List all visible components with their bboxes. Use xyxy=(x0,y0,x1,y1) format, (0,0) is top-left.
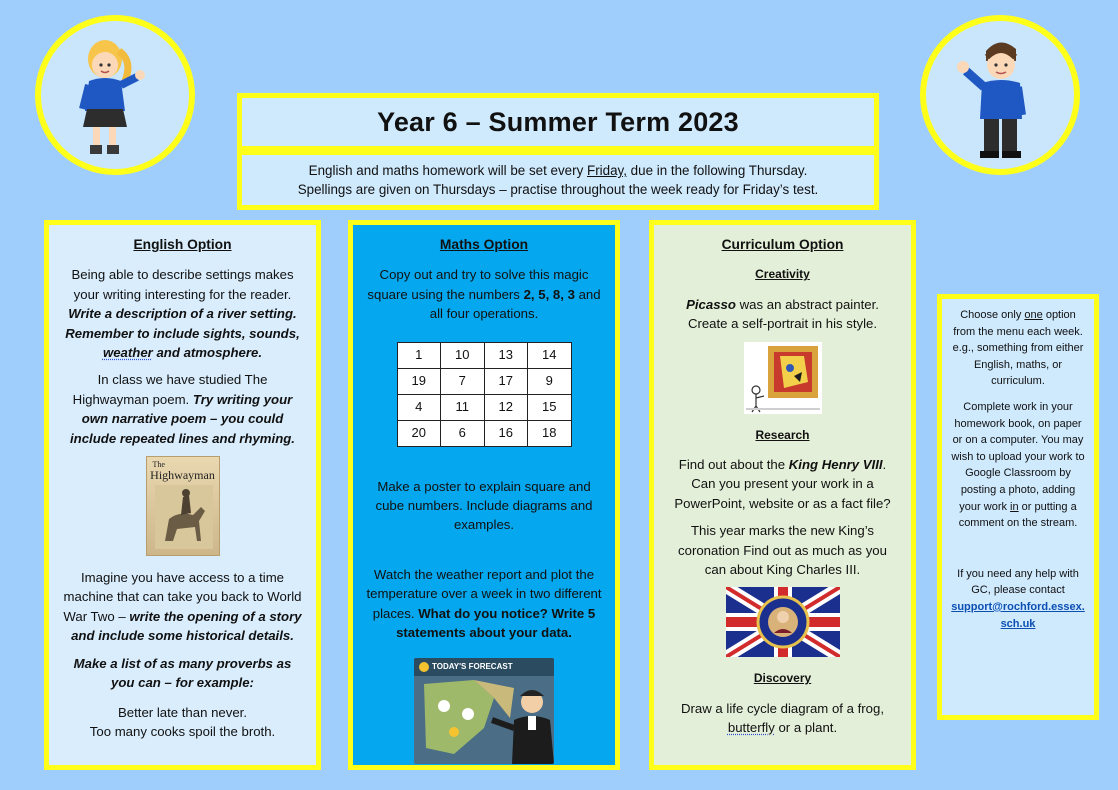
task-text: write the opening of a story and include some historical details. xyxy=(71,608,302,644)
highwayman-book-cover xyxy=(146,456,220,556)
english-heading: English Option xyxy=(133,237,232,252)
instruction-3 xyxy=(951,566,1085,599)
task-text: Write a description of a river setting. Remember to include sights, sounds, xyxy=(65,306,300,341)
curriculum-task-2 xyxy=(666,455,899,513)
maths-task-2: Make a poster to explain square and cube numbers. Include diagrams and examples. xyxy=(375,478,593,533)
magic-square-cell: 7 xyxy=(441,368,485,394)
task-text: In class we have studied The Highwayman poem. xyxy=(72,372,268,407)
proverb-1: Better late than never. xyxy=(117,704,248,720)
magic-square-row xyxy=(397,420,571,446)
task-text: Try writing your own narrative poem – you could include repeated lines and rhyming. xyxy=(70,391,295,446)
intro-line-2: Spellings are given on Thursdays – practise throughout the week ready for Friday’s test. xyxy=(297,182,819,197)
task-text: butterfly xyxy=(727,720,775,736)
magic-square-cell: 10 xyxy=(441,342,485,368)
proverb-2: Too many cooks spoil the broth. xyxy=(89,723,276,739)
magic-square-cell: 15 xyxy=(528,394,572,420)
magic-square-cell: 12 xyxy=(484,394,528,420)
maths-task-1 xyxy=(363,265,605,323)
intro-text: due in the following Thursday. xyxy=(626,163,808,178)
task-text: weather xyxy=(102,345,153,361)
instruction-text: If you need any help with GC, please contact xyxy=(957,567,1079,597)
intro-day: Friday, xyxy=(587,163,627,178)
book-title-small: The xyxy=(152,460,165,470)
maths-heading: Maths Option xyxy=(439,237,529,252)
forecast-label: TODAY'S FORECAST xyxy=(414,658,554,676)
support-email-link[interactable]: support@rochford.essex.sch.uk xyxy=(951,600,1085,630)
instruction-text: or putting a comment on the stream. xyxy=(958,500,1078,530)
magic-square-cell: 18 xyxy=(528,420,572,446)
instruction-2 xyxy=(951,399,1085,532)
picasso-portrait-illustration xyxy=(744,342,822,414)
instruction-text: Complete work in your homework book, on paper or on a computer. You may wish to upload your work to Google Classroom by posting a photo, adding your work xyxy=(951,400,1085,513)
intro-line-1 xyxy=(242,161,874,180)
boy-student-illustration xyxy=(920,15,1080,175)
title-banner xyxy=(237,93,879,151)
coronation-union-flag xyxy=(726,587,840,657)
task-text: What do you notice? Write 5 statements about your data. xyxy=(396,605,596,641)
task-text: Watch the weather report and plot the temperature over a week in two different places. xyxy=(366,566,602,621)
magic-square-cell: 4 xyxy=(397,394,441,420)
magic-square-row xyxy=(397,342,571,368)
curriculum-task-1 xyxy=(666,295,899,334)
task-text: or a plant. xyxy=(774,720,838,736)
task-text: was an abstract painter. Create a self-portrait in his style. xyxy=(687,296,879,332)
curriculum-option-panel xyxy=(649,220,916,770)
task-text: and all four operations. xyxy=(429,286,601,322)
page-title: Year 6 – Summer Term 2023 xyxy=(377,106,739,137)
subheading-discovery: Discovery xyxy=(753,671,812,686)
magic-square-cell: 16 xyxy=(484,420,528,446)
english-option-panel xyxy=(44,220,321,770)
girl-student-illustration xyxy=(35,15,195,175)
task-text: Draw a life cycle diagram of a frog, xyxy=(680,700,885,716)
task-text: . Can you present your work in a PowerPoint, website or as a fact file? xyxy=(674,457,891,511)
instruction-text: one xyxy=(1024,309,1043,321)
magic-square-cell: 14 xyxy=(528,342,572,368)
subheading-creativity: Creativity xyxy=(755,267,810,282)
magic-square-cell: 1 xyxy=(397,342,441,368)
task-text: 2, 5, 8, 3 xyxy=(523,286,575,302)
subheading-research: Research xyxy=(755,427,810,442)
english-task-2 xyxy=(61,370,304,448)
task-text: Picasso xyxy=(686,296,736,312)
curriculum-heading: Curriculum Option xyxy=(721,237,844,252)
magic-square-cell: 11 xyxy=(441,394,485,420)
instructions-panel xyxy=(937,294,1099,720)
english-task-3 xyxy=(61,568,304,646)
magic-square-row xyxy=(397,368,571,394)
task-text: Find out about the xyxy=(678,457,789,473)
instruction-1 xyxy=(951,307,1085,390)
magic-square-cell: 9 xyxy=(528,368,572,394)
task-text: Copy out and try to solve this magic square using the numbers xyxy=(367,267,589,302)
intro-text: English and maths homework will be set every xyxy=(308,163,588,178)
instruction-text: option from the menu each week. e.g., something from either English, maths, or curriculum. xyxy=(952,309,1084,388)
maths-task-3 xyxy=(363,565,605,643)
task-text: King Henry VIII xyxy=(788,457,883,473)
magic-square-cell: 20 xyxy=(397,420,441,446)
instruction-text: Choose only xyxy=(960,309,1025,321)
task-text: Imagine you have access to a time machine that can take you back to World War Two – xyxy=(63,570,302,624)
english-task-4: Make a list of as many proverbs as you can – for example: xyxy=(73,655,292,691)
book-title: Highwayman xyxy=(150,468,215,483)
magic-square-cell: 13 xyxy=(484,342,528,368)
maths-option-panel xyxy=(348,220,620,770)
instruction-text: in xyxy=(1010,500,1019,513)
english-task-1 xyxy=(61,265,304,362)
magic-square-grid xyxy=(397,342,572,447)
magic-square-row xyxy=(397,394,571,420)
magic-square-cell: 17 xyxy=(484,368,528,394)
task-text: and atmosphere. xyxy=(152,345,263,361)
weather-forecast-illustration xyxy=(414,658,554,764)
curriculum-task-3: This year marks the new King’s coronation Find out as much as you can about King Charles III. xyxy=(678,523,887,578)
task-text: Being able to describe settings makes your writing interesting for the reader. xyxy=(71,267,294,302)
magic-square-cell: 19 xyxy=(397,368,441,394)
magic-square-cell: 6 xyxy=(441,420,485,446)
curriculum-task-4 xyxy=(666,699,899,738)
intro-banner xyxy=(237,150,879,210)
